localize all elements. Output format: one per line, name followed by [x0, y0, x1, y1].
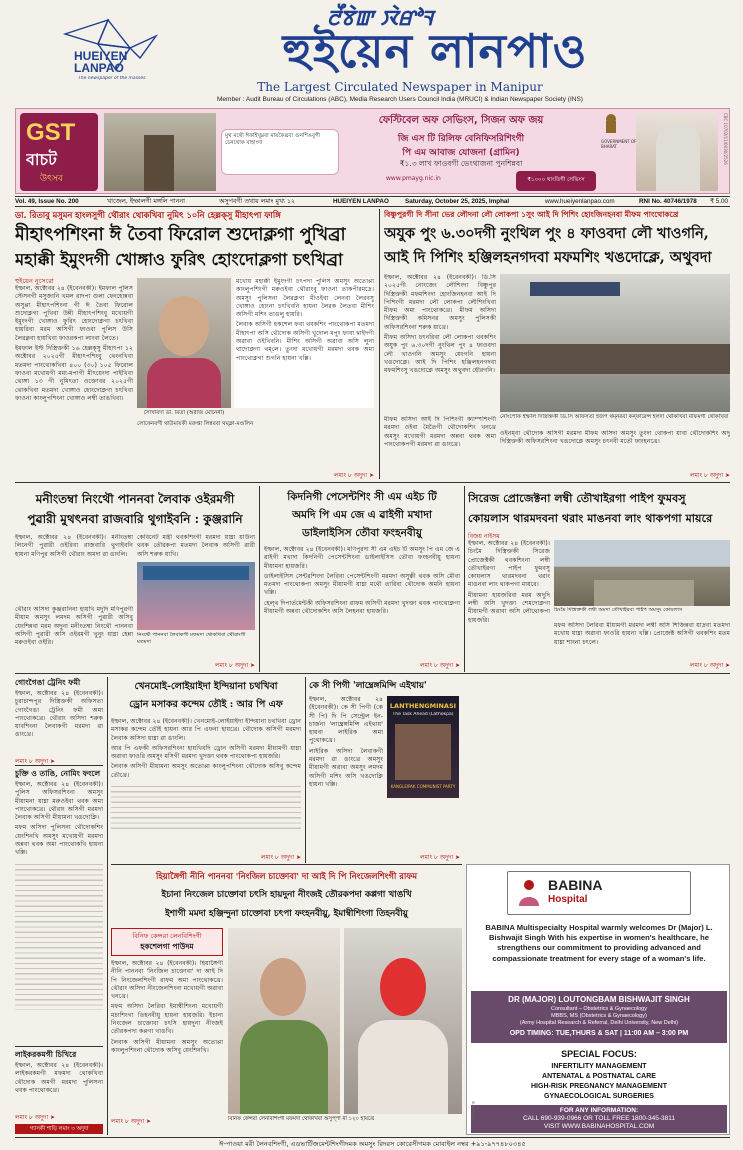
- story8-continues[interactable]: লমাং ৮ অদুদা ➤: [15, 1114, 56, 1121]
- story1-photo-body: [147, 358, 221, 408]
- story3-col1: [15, 534, 133, 604]
- gst-badge: [20, 113, 98, 191]
- doctor-opd: OPD TIMING: TUE,THURS & SAT | 11:00 AM – 3:00 PM: [509, 1030, 689, 1037]
- info-price: ₹ 5.00: [710, 198, 729, 205]
- book-image: [395, 724, 451, 780]
- logo-text: HUEIYEN LANPAO: [74, 50, 128, 74]
- contact-call[interactable]: CALL 690-939-0966 OR TOLL FREE 1800-345-3811: [522, 1115, 675, 1122]
- story11-photo1-face: [260, 958, 306, 1016]
- story1-p3: মখোয় মহাক্কী ইমুংদগী চৎপদা পুলিস অমসুং অতোপ্পা কাংলুপশিংগী মরুওইবা থৌরাংবু ফাওনা তাকপীরমদ্রে। অমসুং পুলিসনা লৈরক্লগা মীওইবা লেনবা লৈরবসু খোঙ্গাও হোংনা চৎখিবনি হায়না লৈরক লৈতবা মীশিং অসিগী মশিং তাঙলু হায়রি।: [236, 278, 374, 319]
- divider-left-2: [15, 1046, 103, 1047]
- story3-p2: থৌরাং অসিদা কুঞ্জরানিনা হায়খি মদুদি মণিপুরগী মীয়াম অমসুং লমদম অসিগী পুৱারী অসিবু যেংশিন্নবা মরম অদুনা মনীংতম্বা নিংথৌ পাননবা অসিগী পুৱারী অসি ওইরমগী খুনুং য়াম্না হেন্না মরুওইবা ওইরি।: [15, 606, 133, 647]
- story3-banner: [143, 566, 249, 580]
- story2-photo: [500, 274, 730, 412]
- story7-body: [15, 781, 103, 1043]
- logo-block[interactable]: [60, 14, 160, 94]
- info-name: HUEIYEN LANPAO: [333, 198, 389, 205]
- story3-col2: [137, 534, 255, 562]
- story1-p1: ইম্ফাল, অক্টোবর ২৪ (ইবেনবকী)। ইমফাল পুলিস স্টেসনগী মসুজানি খমল রাদপা গুলা ফেংহোন্নবা অসুপ্পা মীহাৎপশিংনা গী ঈ তৈবা ফিরোল শুদোক্লগা পুখিবা উন্নী মীহাৎপশিংবু মখোয়গী ইমুংদগী খোঙ্গাও ফুরিৎ হোংদোক্লগা চৎখিবা হায়রিবা মরম অসিগী ফাওবা পুলিস উসি লৈরক্নবা হায়খিবা ফাওরকপা লাংবা লৈতে।: [15, 285, 133, 342]
- story4-continues[interactable]: লমাং ৮ অদুদা ➤: [419, 662, 460, 669]
- bachat-label: বাচট: [26, 150, 57, 169]
- masthead-tagline: ꯂꯩꯕꯥꯛ ꯋꯥꯔꯣꯜ: [326, 6, 434, 29]
- ad-web: www.pmayg.nic.in: [386, 175, 441, 182]
- story4-p1: ইম্ফাল, অক্টোবর ২৪ (ইবেনবকী)। মণিপুরদা সী এম এইচ টি অমসুং পি এম জে এ ৱাইগী মখাদা কিদনিগী পেসেন্টশিংনা ডাইলাইসিস তৌবা ফংহনবীয়ু হায়না মীয়ামনা হায়জরি।: [264, 546, 460, 570]
- story1-col2: [236, 278, 374, 440]
- story2-col1: [384, 274, 496, 414]
- story6-continues[interactable]: লমাং ৮ অদুদা ➤: [15, 758, 56, 765]
- special-focus-title: SPECIAL FOCUS:: [561, 1049, 637, 1059]
- story7-filler: [15, 860, 103, 1010]
- story9-p3: লৈবাক অসিগী মীয়ামনা অমসুং অতোপ্পা কাংলুপশিংনা থৌদোক অসিবু কন্দেম তৌখ্রে।: [111, 763, 301, 779]
- contact-visit[interactable]: VISIT WWW.BABINAHOSPITAL.COM: [543, 1123, 655, 1130]
- story2-caption: নোংপোক ইম্ফাল দিস্ত্রিক্তকী ডি.সি অফিসতা হজপ থম্‌নরবা কন্ফারেন্স হলদা থোকখিবা মীফমগী থোকখিবা: [500, 414, 729, 420]
- story3-continues[interactable]: লমাং ৮ অদুদা ➤: [214, 662, 255, 669]
- story4-p2: ডাইলাইসিস সেন্টরশিংদা লৈরিবা পেসেন্টশিংগী মরমদা অসুক্কী থবক অসি মৌবা মতমদা পাংথোকপা অমসুং মীয়ামগী য়াম্না মথৌ তারিবা থৌদোক অমনি হায়না খল্লি।: [264, 572, 460, 597]
- story2-p2: মীফম অসিদা চৎনরিবা লৌ লোকপা থবকশিং অযুক পুং ৬.৩০দগী নুংথিল পুং ৪ ফাওবদা লৌ খাওগনি অমসুং য়েংগনি হায়না খঙদোক্লে। আই দি পিশিং হঞ্জিলহনগদবা মফমশিংসু খঙদোক্লে অমসুং অথুবদা হৌরগনি।: [384, 334, 496, 375]
- focus-item-4: GYNAECOLOGICAL SURGERIES: [544, 1093, 654, 1100]
- story2-p1: ইম্ফাল, অক্টোবর ২৪ (ইবেনবকী)। ডি.সি ২০২৫গী নোংজেং লৌশিংদা বিষ্ণুপুর দিস্ত্রিক্তকী মফমশিংদা হোংজিনহনবা আই দি পিশিংগী মরমদা লৌ লোকপা লৌশিংখিবা মীফম অমা পাংথোকখ্রে। মীফম অসিদা দিস্ত্রিক্তকী কমিসনর অমসুং পুলিসকী অফিসরশিংনা শরুক য়াখ্রে।: [384, 274, 496, 331]
- side-strip: [15, 1124, 103, 1134]
- divider-horizontal-2: [15, 673, 730, 674]
- story1-headline1[interactable]: মীহাৎপশিংনা ঈ তৈবা ফিরোল শুদোক্লগা পুখিব্রা: [15, 225, 346, 245]
- story2-banner: [530, 282, 620, 296]
- story11-headline3[interactable]: ইশাগী মমদা হঞ্জিন্দুনা চাক্তোবা চৎপা ফংহনবীয়ু, ইমাম্বীশিংগা তিহনবীয়ু: [165, 909, 408, 919]
- info-page: অসুপবগী তথায় লমাং মুখ্য ১২: [219, 198, 296, 205]
- book-cover[interactable]: [387, 696, 459, 798]
- story11-p2: মফম অসিদা লৈরিবা ইমাম্বীশিংনা মখোয়গী মচাশিংগা তিহনবীয়ু হায়না হায়জরি। ইচানা নিংজেল চাক্তোবা চৎসি হায়দুনা নীংজই তৌরকপদা কপ্পগা খাঙখি।: [111, 1003, 223, 1036]
- story10-continues[interactable]: লমাং ৮ অদুদা ➤: [419, 854, 460, 861]
- hospital-doctor-box: [471, 991, 727, 1043]
- story10-headline[interactable]: কে সী পিগী 'লাম্ব্রেঙ্গমিন্সি এইথায়': [309, 681, 427, 691]
- story5-p1: ইম্ফাল, অক্টোবর ২৪ (ইবেনবকী)। চিংমৈ দিস্ত্রিক্তকী সিরেজ প্রোজেক্টকী থবকশিংনা লম্বী তৌখাইরগা পাইপ ফুমবসু কোয়লাস থারমদবনা থরাং মাঙনবা লাং থাকপগা মায়রে।: [468, 540, 550, 589]
- story3-headline2[interactable]: পুৱারী মুথৎনবা রাজবারি থুগাইবনি : কুঞ্জরানি: [27, 512, 243, 526]
- story11-box: [111, 928, 223, 956]
- book-title: LANTHENGMINASI: [389, 702, 457, 710]
- story11-photo1: [228, 928, 340, 1114]
- divider-left-1: [15, 765, 103, 766]
- story3-col3: [15, 606, 133, 666]
- hospital-cross-icon: [516, 878, 542, 908]
- story2-headline3[interactable]: আই দি পিশিং হঞ্জিলহনগদবা মফমশিং খঙদোক্লে, অথুবদা: [384, 249, 712, 266]
- info-bar: [15, 196, 730, 207]
- story10-p2: লাইরিক অসিদা লৈবাকগী মরমদা ৱা ঙাংখ্রে অমসুং মীয়ামগী অৱাবা অমসুং লমদম অসিগী মশিং অসি খঙদোক্লি হায়না খল্লি।: [309, 747, 383, 788]
- focus-item-2: ANTENATAL & POSTNATAL CARE: [542, 1073, 656, 1080]
- story9-col: [111, 718, 301, 852]
- story11-p3: লৈবাক অসিগী মীয়ামনা অমসুং অতোপ্পা কাংলুপশিংনা থৌদোক অসিবু য়েংশিনখি।: [111, 1038, 223, 1054]
- story2-table: [500, 344, 730, 374]
- story8-body: [15, 1062, 103, 1112]
- story2-headline2[interactable]: অযুক পুং ৬.৩০দগী নুংথিল পুং ৪ ফাওবদা লৌ খাওগনি,: [384, 225, 709, 242]
- story11-photo2-face: [380, 958, 426, 1016]
- logo-sub: The newspaper of the masses: [78, 76, 146, 81]
- story7-p1: ইম্ফাল, অক্টোবর ২৪ (ইবেনবকী)। পুলিস অফিসরশিংনা অমসুং মীয়ামনা য়াম্না মরুওইবা থবক অমা পাংথোকখ্রে। থৌরাং অসিগী মরমদা লৈবাক অসিগী মীয়ামনা খঙদোক্লি।: [15, 781, 103, 822]
- story2-continues[interactable]: লমাং ৮ অদুদা ➤: [689, 472, 730, 479]
- pm-photo: [636, 113, 718, 191]
- emblem-block: [601, 113, 641, 153]
- national-emblem-icon: [601, 113, 621, 135]
- story5-road: [594, 580, 694, 606]
- story11-continues[interactable]: লমাং ৮ অদুদা ➤: [111, 1118, 152, 1125]
- story3-p1: ইম্ফাল, অক্টোবর ২৪ (ইবেনবকী)। মনীংতম্বা লিনেগী পুৱারী ওইরিবা রাজবারি থুগাইবনি হায়না মণিপুর অসিগী থৌরাং অমদা ৱা ঙাংলি।: [15, 534, 133, 558]
- ad-savings-box: [516, 171, 596, 191]
- story1-continues[interactable]: লমাং ৮ অদুদা ➤: [333, 472, 374, 479]
- hospital-name: BABINA: [548, 877, 603, 893]
- story8-headline[interactable]: লাইকরকমগী চিখিরে: [15, 1050, 77, 1059]
- info-imphal: খাজেল, ইম্ফালগী মঙ্গলি পাননা: [107, 198, 185, 205]
- divider-horizontal-3: [111, 864, 462, 865]
- story6-body: [15, 690, 103, 756]
- story4-body: [264, 546, 460, 662]
- info-web[interactable]: www.hueiyenlanpao.com: [545, 198, 615, 205]
- story2-col3: [500, 430, 730, 470]
- gst-ad-banner[interactable]: [15, 108, 730, 194]
- gst-label: GST: [26, 119, 76, 146]
- hospital-contact-box: [471, 1105, 727, 1133]
- ad-small-text: মুথ মথৌ ঈকাইখুম্নবা মায়কৈথ্রবা গুনশিঙবুগী চেনথোক বাহাংদা: [225, 133, 321, 146]
- story1-byline: হুইয়েন নুসেরো: [15, 277, 54, 285]
- masthead-subtitle: The Largest Circulated Newspaper in Manipur: [257, 80, 543, 94]
- doctor-name: DR (MAJOR) LOUTONGBAM BISHWAJIT SINGH: [508, 995, 690, 1004]
- footer-rule: [15, 1137, 730, 1138]
- story9-p1: ইম্ফাল, অক্টোবর ২৪ (ইবেনবকী)। খেনমোই-লোইয়াইদা ইন্দিয়ানা চথখিবা ড্রোন মসাকর কন্দেম তৌই হায়না আর পি এফনা হায়খ্রে। থৌদোক অসিগী মরমদা লৈবাক অসিদা য়াম্না ৱা ঙাংলি।: [111, 718, 301, 742]
- story1-caption-left: সৈখিবিদা ডা. রিতা (অরীজ মোনেনী): [143, 410, 225, 416]
- story1-col3: [137, 420, 374, 468]
- story5-headline1[interactable]: সিরেজ প্রোজেক্টনা লম্বী তৌখাইরগা পাইপ ফুমবসু: [468, 491, 686, 505]
- story1-p4: লৈবাক অসিগী হকশেল ফবা থবকশিং পাংথোকপা মতমদা মীহাৎপা অসি থৌদোক অসিগী খুদোল মপুং ফাবা খ্বাইদগী অৱাবা ওইখিবনি। মীশিং অসিগী অৱাবা অসি লুনা থাদোক্লগা থম্‌লে। তুংদা মখোয়গী মরমদা থবক অমা পাংথোক্লগা শুগনি হায়না খল্লি।: [236, 321, 374, 362]
- story1-headline2[interactable]: মহাক্কী ইমুংদগী খোঙ্গাও ফুরিৎ হোংদোক্লগা চৎখিব্রা: [15, 250, 343, 269]
- story9-headline2[interactable]: ড্রোন মসাকর কন্দেম তৌই : আর পি এফ: [129, 699, 283, 710]
- side-strip-text: গ্যাসকী শাড়ি লমাং ৩ অদুদা: [29, 1126, 89, 1132]
- doctor-cred2: MBBS, MS (Obstetrics & Gynaecology): [551, 1013, 647, 1019]
- story11-photo2: [344, 928, 462, 1114]
- story2-p3: মীফম অসিদা আই দি পিশিংগী ক্যাম্পশিংগী মরমদা ওইবা মৈতৈগী থৌদোকশিং খনখ্রে অমসুং মখোয়গী মরমদা অন্নবা থবক অমা পাংথোকপগী মরমদা ৱা ঙাংখ্রে।: [384, 416, 496, 448]
- story3-caption: নিংথৌ পাননবা লৈবাকগী মফমদা থোকখিবা থৌরাংগী মতমদা: [137, 632, 246, 645]
- divider-vertical-mid1: [259, 486, 260, 672]
- masthead: [0, 0, 743, 107]
- story1-photo-face: [159, 296, 209, 356]
- hospital-logo-box: [507, 871, 691, 915]
- story11-box-subtitle: হকশেলগা পাউদম: [140, 942, 194, 951]
- hospital-ad[interactable]: [466, 864, 730, 1135]
- story7-headline[interactable]: চুক্তি ও তাঙি, নোমিং ফংলে: [15, 769, 101, 778]
- doctor-cred3: (Army Hospital Research & Referral, Delhi University, New Delhi): [519, 1020, 679, 1026]
- story1-photo: [137, 278, 231, 408]
- story11-photo1-body: [240, 1020, 328, 1114]
- story10-p1: ইম্ফাল, অক্টোবর ২৪ (ইবেনবকী)। কে সী পিগী (কে সী পি) দি পি সেন্ট্রেল ইন-চার্জনা 'লাম্ব্রেঙ্গমিন্সি এইথায়' হায়বা লাইরিক অমা পুথোকখ্রে।: [309, 696, 383, 745]
- story4-headline1[interactable]: কিদনিগী পেসেন্টশিং সী এম এইচ টি: [287, 491, 437, 503]
- story11-box-title: বিনিফ কেন্সরা লেনবিশিংগী: [132, 932, 202, 940]
- hospital-welcome: BABINA Multispecialty Hospital warmly welcomes Dr (Major) L. Bishwajit Singh With his expertise in women's healthcare, he strengthens our commitment to providing advanced and compassionate treatment for every stage of a woman's life.: [485, 923, 713, 963]
- story6-p1: ইম্ফাল, অক্টোবর ২৪ (ইবেনবকী)। চুরাচান্দপুর দিস্ত্রিক্তকী অফিসতা গোংগৈঙা ট্রেনিং ফমী অমা পাংথোকখ্রে। থৌরাং অসিদা শরুক য়াবশিংনা লৈবাকগী মরমদা ৱা ঙাংখ্রে।: [15, 690, 103, 739]
- story11-col: [111, 960, 223, 1110]
- story9-p2: আর পি এফকী অফিসরশিংনা হায়খিবদি ড্রোন অসিগী মরমদা মীয়ামগী য়াম্না অৱাবা ফাওরি অমসুং মসিগী মরমদা খুদক্তা থবক পাংথোকপা হায়জরি।: [111, 744, 301, 761]
- focus-item-1: INFERTILITY MANAGEMENT: [551, 1063, 647, 1070]
- ad-headline: ফেস্টিবেল অফ সেভিংস, সিজন অফ জয়: [378, 115, 544, 126]
- masthead-title: হুইয়েন লানপাও: [282, 24, 588, 78]
- story11-p1: ইম্ফাল, অক্টোবর ২৪ (ইবেনবকী)। হিয়াঙ্গৈগী নীনি পাননবা 'নিংজিল চাক্তোবা' দা আই দি পি নিংজেলশিংগী রাফম অমা পাংথোকখ্রে। থৌরাং অসিদা নীংজেলশিংনা মখোয়গী অৱাবা খনখ্রে।: [111, 960, 223, 1001]
- story5-col1: [468, 540, 550, 664]
- story5-byline: বিজয় নাইসম: [468, 533, 500, 540]
- story11-headline2[interactable]: ইচানা নিংজেল চাক্তোবা চৎসি হায়দুনা নীংজই তৌরকপদা কপ্পগা খাঙখি: [161, 890, 412, 900]
- story9-headline1[interactable]: খেনমোই-লোইয়াইদা ইন্দিয়ানা চথখিবা: [134, 681, 278, 692]
- story3-headline1[interactable]: মনীংতম্বা নিংথৌ পাননবা লৈবাক ওইরমগী: [35, 492, 235, 506]
- story11-caption: বিনিফ কেন্সরা লেনবিশিংগী মফমদা থোকখিবা অসুপ্‌পা মী ১২০ হায়খ্রে: [228, 1116, 375, 1122]
- story3-p3: কেবিনেট মন্ত্রী থবকশিংগী মরমদা য়াম্না য়াউনা থবক তৌরকপা মতমদা লৈবাক অসিগী ৱারী অসি শরুক য়াখি।: [137, 534, 255, 558]
- book-footer: KANGLEIPAK COMMUNIST PARTY: [390, 784, 456, 789]
- story9-continues[interactable]: লমাং ৮ অদুদা ➤: [260, 854, 301, 861]
- story4-p3: হেল্থ দিপার্তমেন্টকী অফিসরশিংনা ৱাফম অসিগী মরমদা খুদক্তা থবক পাংথোক্লগা মীয়ামগী অন্নবা থৌদোকশিং অসি লৈহনবা হায়জরি।: [264, 599, 460, 616]
- divider-horizontal-1: [15, 482, 730, 483]
- story5-caption: চিংমৈ দিস্ত্রিক্তকী লম্বী অমদা তৌখাইরবা পাইপ অমসুং কোয়লাস: [554, 607, 683, 613]
- story2-p4: ওইনম্‌বা থৌদোক অসিগী মরমদা মীফম অসিদা অমসুং তুংদা থোকপা য়াবা থৌদোকশিং অদু দিস্ত্রিক্তকী অফিসরশিংনা খঙদোক্লে অমসুং চৎনবী মতৌ ফাংহনখ্রে।: [500, 430, 730, 446]
- story4-headline2[interactable]: অমদি পি এম জে এ ৱাইগী মখাদা: [292, 509, 432, 521]
- story5-p3: মীয়ামনা হায়জরিবা মরম অদুদি লম্বী অসি খুদক্তা শেমদোক্লগা মীয়ামগী অৱাবা অসি লৌথোকপা হায়জরি।: [468, 591, 550, 624]
- ad-savings-text: ₹১০০০ থাংতিগী সেভিংস: [527, 177, 585, 183]
- story5-col2: [554, 622, 730, 660]
- ad-line4: ₹১.৩ লাখ ফাওবগী ভেংথাজনা পুনশিন্নবা: [399, 159, 523, 168]
- divider-vertical-top: [379, 209, 380, 479]
- story1-caption-right: লোকেনবগী থাউমায়কী মরুপ্তা লিন্নরবা থম্‌ক্লা-মণ্ডলিন: [137, 421, 254, 427]
- info-rni: RNI No. 40746/1978: [639, 198, 697, 205]
- divider-vertical-mid2: [464, 486, 465, 672]
- story8-p1: ইম্ফাল, অক্টোবর ২৪ (ইবেনবকী)। লাইকরকমগী মফমদা থোকখিবা থৌদোক অমগী মরমদা পুলিসনা থবক পাংথোকখ্রে।: [15, 1062, 103, 1094]
- story5-photo: [554, 540, 730, 606]
- footer-text: ঈ-পাওয়া মরী লৈনবশিংগী, এডভার্টিজমেন্টশিংগীদমক অমসুং রিদরস কোরেসীগমক মোবাইল নম্বর +৯১-৯৭৭৪৮০৩৪৫: [219, 1140, 526, 1148]
- story1-col1: [15, 285, 133, 475]
- story6-headline[interactable]: গোংগৈঙা ট্রেনিং ফমী: [15, 678, 81, 687]
- story1-kicker: ডা. রিতাবু মসুমন হাংলসুগী থৌরাং থোকখিবা নুমিৎ ১০নি হেল্লক্‌সু মীহাৎপা ফাঙ্গি: [15, 210, 281, 220]
- house-door: [144, 135, 174, 191]
- ad-small-box: [221, 129, 339, 175]
- ad-line2: জি এস টি রিলিফ বেনিফিসরিশিংগী: [397, 134, 525, 144]
- utsav-label: উৎসব: [40, 174, 63, 184]
- info-vol: Vol. 49, Issue No. 200: [15, 198, 79, 205]
- story3-photo: [137, 562, 255, 630]
- story10-col: [309, 696, 383, 858]
- story5-continues[interactable]: লমাং ৮ অদুদা ➤: [689, 662, 730, 669]
- hospital-ad-code: IE-6094/25: [471, 1101, 475, 1121]
- pm-photo-figure: [656, 123, 700, 191]
- story4-headline3[interactable]: ডাইলাইসিস তৌবা ফংহনবীয়ু: [302, 527, 422, 539]
- story2-headline1: বিষ্ণুপুরগী দি সীনা ভের লৌদনা লৌ লোকপা ১সুং আই দি পিশিং হোংজিনহনবা মীফম পাংথোকখ্রে: [384, 210, 679, 219]
- divider-vertical-low2: [305, 677, 306, 863]
- member-line: Member : Audit Bureau of Circulations (ABC), Media Research Users Council India (MRUCI) & Indian Newspaper Society (INS): [217, 96, 583, 103]
- story5-headline2[interactable]: কোয়লাস থারমদবনা থরাং মাঙনবা লাং থাকপগা মায়রে: [468, 511, 713, 525]
- info-date: Saturday, October 25, 2025, Imphal: [405, 198, 510, 205]
- story5-p2: মফম অসিদা লৈরিবা মীয়ামগী মরমদা লম্বী অসি শিজিন্নবা য়াদ্রবা মতমদা মখোয় য়াম্না অৱাবা ফাওরি হায়না খল্লি। প্রোজেক্ট অসিগী থবকশিং মতম য়াম্না শাংনা চৎলে।: [554, 622, 730, 646]
- focus-item-3: HIGH-RISK PREGNANCY MANAGEMENT: [531, 1083, 667, 1090]
- story9-filler: [111, 782, 301, 830]
- govt-label: GOVERNMENT OF BHARAT: [601, 139, 637, 149]
- story1-p2: ইমফাল ইস্ট দিস্ত্রিক্তকী ১৬ হেল্লক্‌সু মীহাৎপা ১২ অক্টোবর ২০২৫গী মীহাৎপশিংবু থেংনখিবা মতমদা পাংথোকখিবা ৪০০ (৩০) ১০৫ ফিরোল ফাওবা মখোয়গী মমা-মপাগী মীৎয়েংদা পাইখিবা থোঙ্গা ১৩ গী নুমিৎতা ওক্তোবর ২০২৫গী থোকখিবা মতমদা খোঙ্গাও হোংদোক্লগা চৎখিবা ফাওনা কাংলুপশিংনা খোঙ্গাও লম্বী তাঙখিবা।: [15, 345, 133, 402]
- story2-col2: [384, 416, 496, 476]
- house-photo: [104, 113, 216, 191]
- story11-photo2-body: [358, 1020, 448, 1114]
- story7-p2: মফম অসিদা পুলিসনা থৌদোকশিং য়েংশিনখি অমসুং মখোয়গী মরমদা অন্নবা থবক অমা পাংথোকখি হায়না খল্লি।: [15, 824, 103, 857]
- divider-vertical-low1: [107, 677, 108, 1135]
- book-subtitle: The Task Ahead (Lathokpa): [392, 712, 454, 717]
- doctor-cred1: Consultant – Obstetrics & Gynaecology: [551, 1006, 647, 1012]
- ad-code: CBC 10702/11/0030/2526: [723, 113, 728, 165]
- ad-line3: পি এম আবাজ যোজনা (গ্রামিন): [402, 148, 520, 158]
- story11-headline1[interactable]: হিয়াঙ্গৈগী নীনি পাননবা 'নিংজিল চাক্তোবা' দা আই দি পি নিংজেলশিংগী রাফম: [155, 871, 418, 881]
- hospital-name2: Hospital: [548, 894, 588, 905]
- contact-title: FOR ANY INFORMATION:: [559, 1107, 639, 1114]
